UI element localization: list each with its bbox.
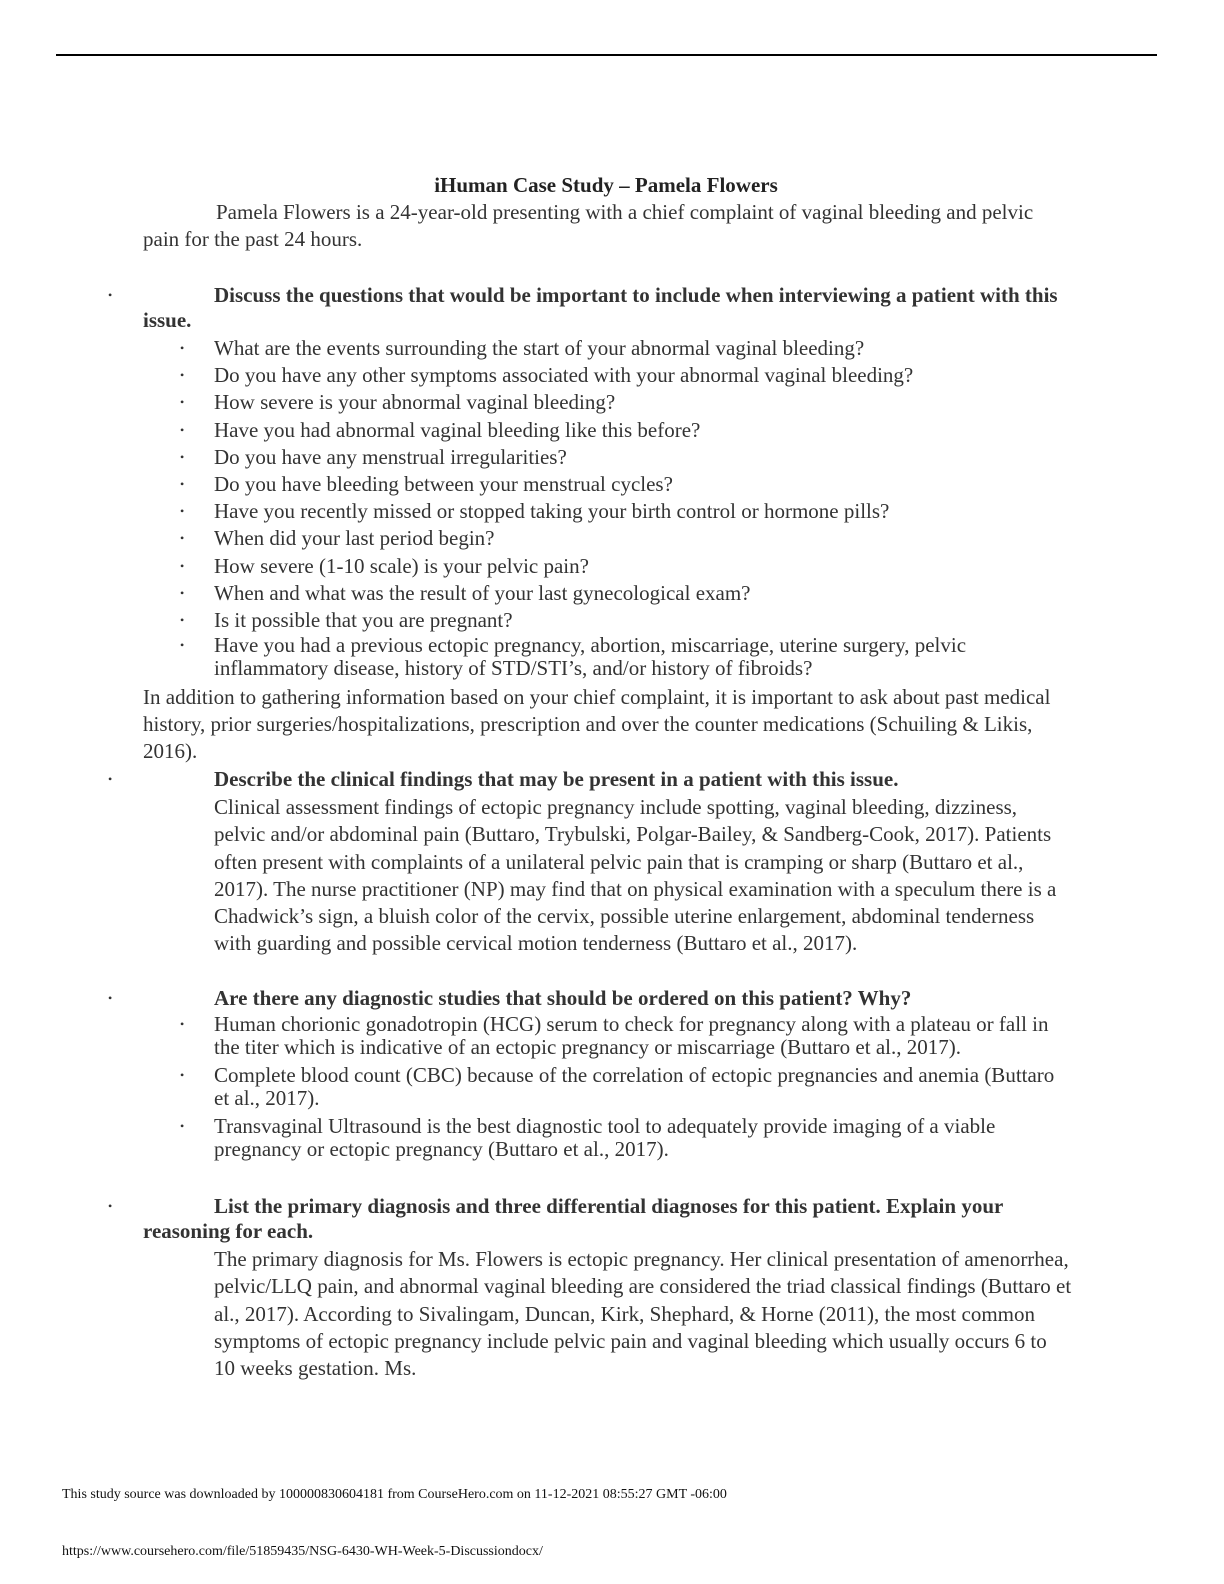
- section-diagnostics-heading: [108, 986, 1073, 1011]
- download-notice: This study source was downloaded by 100000830604181 from CourseHero.com on 11-12-2021 08:55:27 GMT -06:00: [62, 1487, 727, 1502]
- intro-paragraph: Pamela Flowers is a 24-year-old presenting with a chief complaint of vaginal bleeding and pelvic pain for the past 24 hours.: [143, 200, 1034, 251]
- list-item: • Transvaginal Ultrasound is the best diagnostic tool to adequately provide imaging of a viable pregnancy or ectopic pregnancy (Buttaro et al., 2017).: [180, 1114, 996, 1161]
- heading-text: List the primary diagnosis and three differential diagnoses for this patient. Explain your reasoning for each.: [143, 1194, 1003, 1243]
- section-interview: [108, 283, 1073, 681]
- bullet-icon: •: [108, 772, 113, 786]
- bullet-icon: •: [180, 613, 185, 628]
- bullet-icon: •: [180, 368, 185, 383]
- list-item: • When did your last period begin?: [143, 525, 1073, 552]
- diagnostic-study-list: [143, 1013, 1073, 1161]
- section-diagnosis-heading: [108, 1194, 1073, 1244]
- bullet-icon: •: [180, 341, 185, 355]
- list-item: • When and what was the result of your last gynecological exam?: [143, 580, 1073, 607]
- section-diagnosis: [108, 1194, 1073, 1382]
- list-item: • Have you had a previous ectopic pregnancy, abortion, miscarriage, uterine surgery, pelvic inflammatory disease, history of STD/STI’s, and/or history of fibroids?: [180, 633, 967, 681]
- bullet-icon: •: [180, 585, 185, 600]
- list-item: • Complete blood count (CBC) because of the correlation of ectopic pregnancies and anemia (Buttaro et al., 2017).: [180, 1063, 1055, 1110]
- heading-text: Are there any diagnostic studies that should be ordered on this patient? Why?: [214, 986, 912, 1010]
- list-item: • Do you have any other symptoms associated with your abnormal vaginal bleeding?: [143, 362, 1073, 389]
- bullet-icon: •: [180, 1068, 185, 1082]
- list-item: • What are the events surrounding the start of your abnormal vaginal bleeding?: [143, 335, 1073, 362]
- bullet-icon: •: [180, 422, 185, 437]
- interview-question-list: [143, 335, 1073, 680]
- document-title: iHuman Case Study – Pamela Flowers: [434, 173, 778, 197]
- heading-text: Discuss the questions that would be important to include when interviewing a patient with this issue.: [143, 283, 1058, 332]
- bullet-icon: •: [180, 477, 185, 492]
- section-findings-heading: [108, 767, 1073, 792]
- heading-text: Describe the clinical findings that may be present in a patient with this issue.: [214, 767, 899, 791]
- bullet-icon: •: [108, 288, 113, 302]
- bullet-icon: •: [180, 558, 185, 573]
- list-item: • Do you have any menstrual irregularities?: [143, 444, 1073, 471]
- bullet-icon: •: [180, 395, 185, 410]
- list-item: • Human chorionic gonadotropin (HCG) serum to check for pregnancy along with a plateau or fall in the titer which is indicative of an ectopic pregnancy or miscarriage (Buttaro et al., 2017).: [180, 1012, 1049, 1059]
- bullet-icon: •: [180, 531, 185, 546]
- list-item: • Have you recently missed or stopped taking your birth control or hormone pills?: [143, 498, 1073, 525]
- source-url-link[interactable]: https://www.coursehero.com/file/51859435/NSG-6430-WH-Week-5-Discussiondocx/: [62, 1544, 543, 1559]
- bullet-icon: •: [108, 1199, 113, 1213]
- top-rule: [56, 54, 1157, 56]
- section-findings: [108, 767, 1073, 958]
- list-item: • How severe is your abnormal vaginal bleeding?: [143, 389, 1073, 416]
- list-item: • How severe (1-10 scale) is your pelvic pain?: [143, 553, 1073, 580]
- list-item: • Is it possible that you are pregnant?: [143, 607, 1073, 634]
- list-item: • Do you have bleeding between your menstrual cycles?: [143, 471, 1073, 498]
- interview-addendum: In addition to gathering information based on your chief complaint, it is important to ask about past medical history, prior surgeries/hospitalizations, prescription and over the counter medications (Schuiling & Likis, 2016).: [143, 685, 1051, 763]
- bullet-icon: •: [108, 991, 113, 1005]
- list-item: • Have you had abnormal vaginal bleeding like this before?: [143, 417, 1073, 444]
- section-interview-heading: [108, 283, 1073, 333]
- bullet-icon: •: [180, 638, 185, 653]
- diagnosis-body: The primary diagnosis for Ms. Flowers is ectopic pregnancy. Her clinical presentation of amenorrhea, pelvic/LLQ pain, and abnormal vaginal bleeding are considered the triad classical findings (Buttaro et al., 2017). According to Sivalingam, Duncan, Kirk, Shephard, & Horne (2011), the most common symptoms of ectopic pregnancy include pelvic pain and vaginal bleeding which usually occurs 6 to 10 weeks gestation. Ms.: [214, 1247, 1072, 1381]
- findings-body: Clinical assessment findings of ectopic pregnancy include spotting, vaginal bleeding, dizziness, pelvic and/or abdominal pain (Buttaro, Trybulski, Polgar-Bailey, & Sandberg-Cook, 2017). Patients often present with complaints of a unilateral pelvic pain that is cramping or sharp (Buttaro et al., 2017). The nurse practitioner (NP) may find that on physical examination with a speculum there is a Chadwick’s sign, a bluish color of the cervix, possible uterine enlargement, abdominal tenderness with guarding and possible cervical motion tenderness (Buttaro et al., 2017).: [214, 795, 1057, 956]
- bullet-icon: •: [180, 1119, 185, 1133]
- bullet-icon: •: [180, 1017, 185, 1031]
- bullet-icon: •: [180, 449, 185, 464]
- bullet-icon: •: [180, 504, 185, 519]
- section-diagnostics: [108, 986, 1073, 1161]
